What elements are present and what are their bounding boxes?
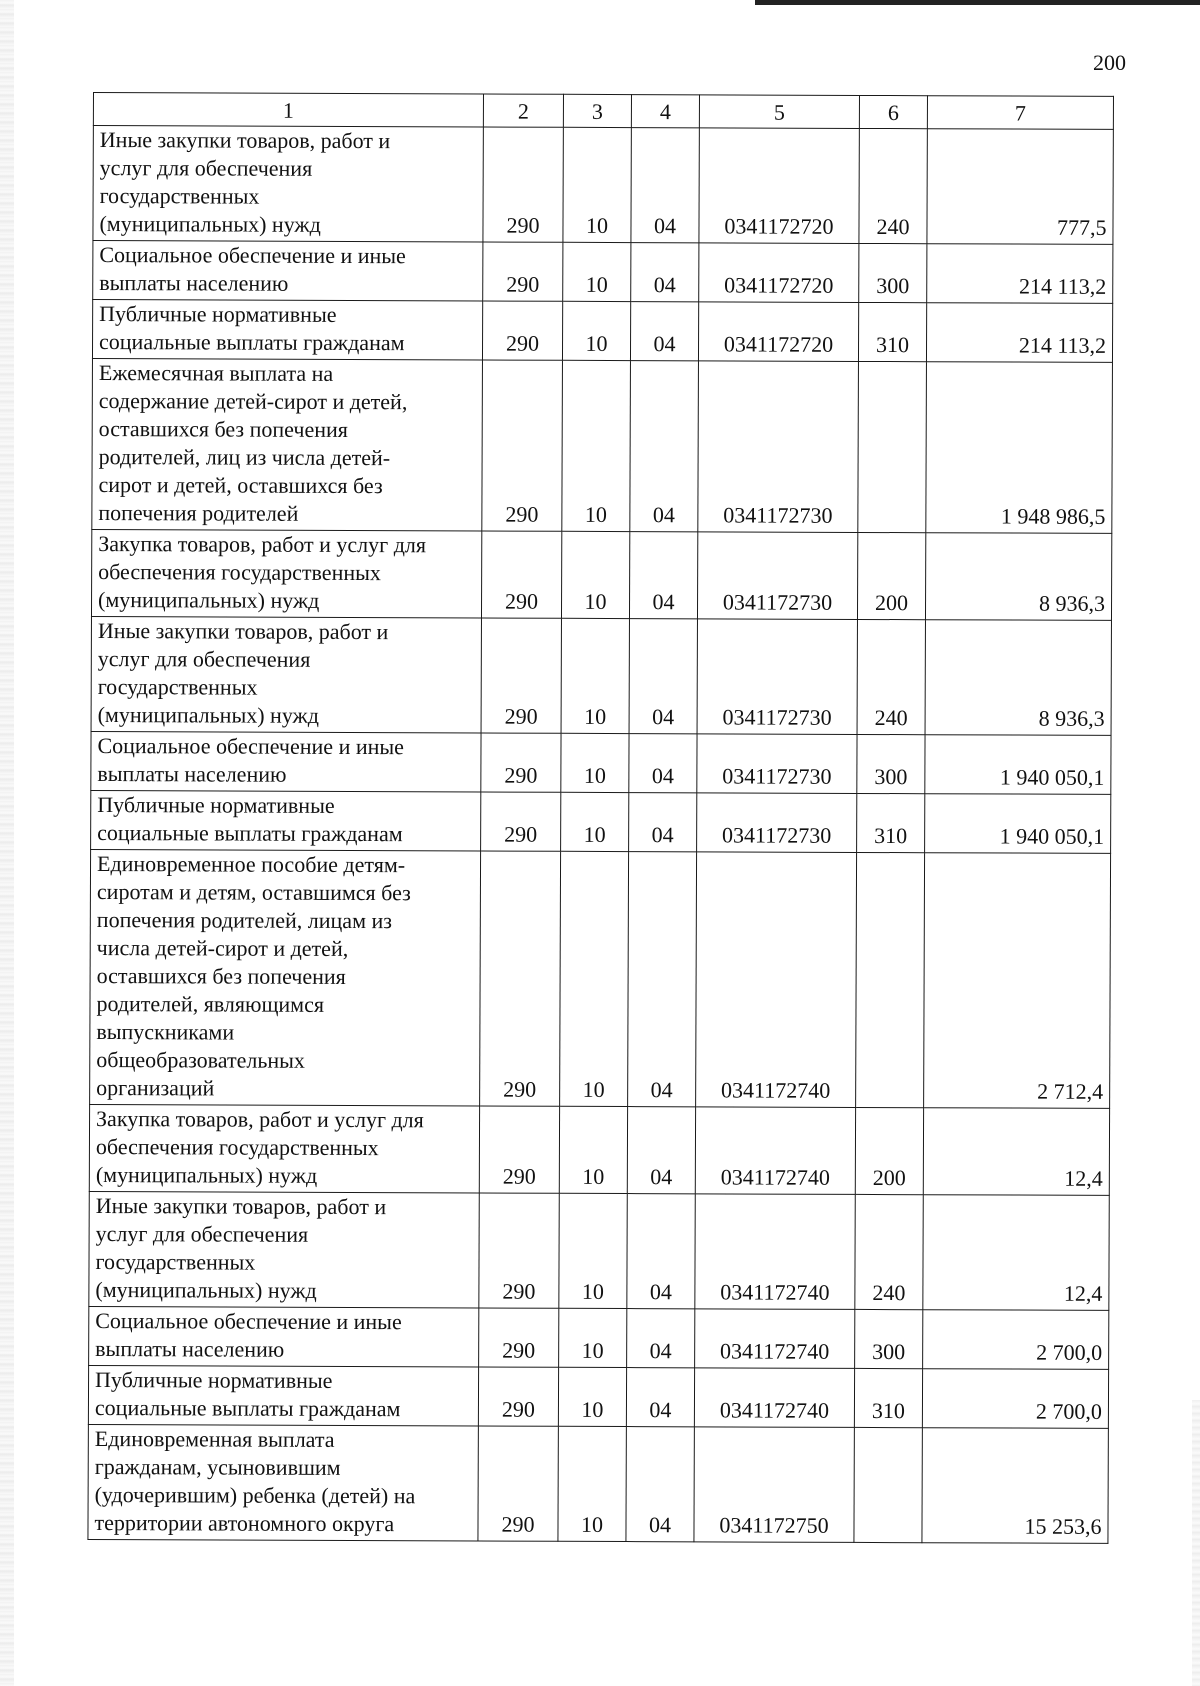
column-header: 3 — [563, 94, 631, 127]
subsection-code: 04 — [626, 1368, 694, 1427]
expense-type-code — [854, 1427, 922, 1542]
target-article-code: 0341172740 — [695, 1194, 855, 1310]
target-article-code: 0341172730 — [697, 532, 857, 620]
subsection-code: 04 — [629, 734, 697, 793]
subsection-code: 04 — [630, 361, 699, 532]
amount: 2 712,4 — [924, 853, 1111, 1109]
section-code: 10 — [561, 792, 629, 851]
expense-type-code: 240 — [859, 128, 927, 243]
amount: 8 936,3 — [925, 533, 1111, 621]
expense-type-code: 310 — [858, 302, 926, 361]
amount: 777,5 — [927, 129, 1113, 245]
table-row — [93, 126, 1113, 245]
amount: 15 253,6 — [922, 1428, 1108, 1544]
target-article-code: 0341172730 — [697, 734, 857, 794]
column-header: 4 — [631, 95, 699, 128]
section-code: 10 — [559, 1193, 627, 1308]
expense-type-code: 240 — [857, 619, 925, 734]
section-code: 10 — [563, 242, 631, 301]
table-row — [91, 731, 1111, 794]
ministry-code: 290 — [478, 1426, 558, 1541]
subsection-code: 04 — [631, 243, 699, 302]
table-row — [89, 1191, 1109, 1310]
target-article-code: 0341172730 — [697, 619, 857, 735]
ministry-code: 290 — [479, 1308, 559, 1367]
amount: 1 940 050,1 — [925, 735, 1111, 795]
expense-type-code: 310 — [854, 1368, 922, 1427]
section-code: 10 — [563, 127, 631, 242]
section-code: 10 — [561, 531, 629, 618]
section-code: 10 — [562, 301, 630, 360]
expense-name: Публичные нормативные социальные выплаты гражданам — [92, 300, 482, 360]
scan-top-bar — [755, 0, 1200, 5]
table-row — [91, 529, 1111, 620]
column-header: 6 — [859, 95, 927, 128]
column-header: 7 — [927, 96, 1113, 130]
section-code: 10 — [558, 1367, 626, 1426]
target-article-code: 0341172740 — [696, 852, 857, 1108]
expense-type-code — [856, 852, 925, 1107]
subsection-code: 04 — [627, 1107, 695, 1194]
table-row — [91, 790, 1111, 853]
expense-type-code: 300 — [857, 734, 925, 793]
amount: 1 948 986,5 — [926, 362, 1113, 534]
expense-name: Ежемесячная выплата на содержание детей-сирот и детей, оставшихся без попечения родителей, лиц из числа детей- сирот и детей, оставшихся без попечения родителей — [92, 358, 483, 530]
expense-name: Публичные нормативные социальные выплаты гражданам — [88, 1365, 478, 1425]
expense-name: Публичные нормативные социальные выплаты гражданам — [91, 790, 481, 850]
expense-type-code: 200 — [857, 532, 925, 619]
amount: 2 700,0 — [923, 1310, 1109, 1370]
amount: 12,4 — [923, 1195, 1109, 1311]
target-article-code: 0341172720 — [698, 302, 858, 362]
amount: 8 936,3 — [925, 620, 1111, 736]
table-row — [88, 1365, 1108, 1428]
expense-name: Закупка товаров, работ и услуг для обеспечения государственных (муниципальных) нужд — [91, 529, 481, 617]
section-code: 10 — [561, 733, 629, 792]
budget-table — [87, 92, 1114, 1544]
table-row — [89, 1104, 1109, 1195]
table-row — [93, 241, 1113, 304]
expense-name: Закупка товаров, работ и услуг для обеспечения государственных (муниципальных) нужд — [89, 1104, 479, 1192]
expense-name: Иные закупки товаров, работ и услуг для обеспечения государственных (муниципальных) нужд — [93, 126, 483, 242]
amount: 214 113,2 — [926, 303, 1112, 363]
ministry-code: 290 — [483, 242, 563, 301]
subsection-code: 04 — [626, 1427, 694, 1542]
target-article-code: 0341172730 — [698, 361, 859, 533]
expense-name: Единовременная выплата гражданам, усыновившим (удочерившим) ребенка (детей) на территории автономного округа — [88, 1424, 478, 1540]
expense-type-code: 300 — [859, 243, 927, 302]
ministry-code: 290 — [481, 531, 561, 618]
section-code: 10 — [561, 618, 629, 733]
section-code: 10 — [562, 360, 631, 531]
ministry-code: 290 — [479, 1193, 559, 1308]
target-article-code: 0341172740 — [694, 1368, 854, 1428]
expense-type-code: 300 — [855, 1309, 923, 1368]
table-row — [91, 616, 1111, 735]
column-header: 1 — [93, 93, 483, 127]
expense-name: Единовременное пособие детям- сиротам и детям, оставшимся без попечения родителей, лицам из числа детей-сирот и детей, оставшихся без попечения родителей, являющимся выпускниками общеобразовательных организаций — [90, 849, 481, 1105]
scan-edge-left — [0, 0, 14, 1686]
scan-edge-right — [1192, 1400, 1200, 1686]
expense-name: Социальное обеспечение и иные выплаты населению — [91, 731, 481, 791]
table-row — [90, 849, 1111, 1108]
subsection-code: 04 — [631, 128, 699, 243]
ministry-code: 290 — [483, 127, 563, 242]
subsection-code: 04 — [628, 852, 697, 1107]
expense-type-code — [858, 361, 927, 532]
expense-name: Социальное обеспечение и иные выплаты населению — [89, 1306, 479, 1366]
amount: 214 113,2 — [927, 244, 1113, 304]
target-article-code: 0341172720 — [699, 243, 859, 303]
target-article-code: 0341172730 — [697, 793, 857, 853]
ministry-code: 290 — [481, 733, 561, 792]
amount: 12,4 — [923, 1108, 1109, 1196]
expense-name: Социальное обеспечение и иные выплаты населению — [93, 241, 483, 301]
section-code: 10 — [558, 1426, 626, 1541]
table-row — [92, 300, 1112, 363]
subsection-code: 04 — [629, 619, 697, 734]
expense-name: Иные закупки товаров, работ и услуг для обеспечения государственных (муниципальных) нужд — [91, 616, 481, 732]
table-row — [88, 1424, 1108, 1543]
amount: 1 940 050,1 — [925, 794, 1111, 854]
table-row — [92, 358, 1113, 533]
ministry-code: 290 — [482, 301, 562, 360]
ministry-code: 290 — [479, 1106, 559, 1193]
subsection-code: 04 — [630, 302, 698, 361]
expense-name: Иные закупки товаров, работ и услуг для обеспечения государственных (муниципальных) нужд — [89, 1191, 479, 1307]
ministry-code: 290 — [478, 1367, 558, 1426]
column-header: 5 — [699, 95, 859, 129]
subsection-code: 04 — [629, 532, 697, 619]
page-number: 200 — [1093, 50, 1126, 75]
section-code: 10 — [559, 1308, 627, 1367]
expense-type-code: 310 — [857, 793, 925, 852]
table-row — [89, 1306, 1109, 1369]
subsection-code: 04 — [627, 1309, 695, 1368]
target-article-code: 0341172740 — [695, 1107, 855, 1195]
target-article-code: 0341172750 — [694, 1427, 854, 1543]
expense-type-code: 200 — [855, 1107, 923, 1194]
section-code: 10 — [560, 851, 629, 1106]
subsection-code: 04 — [629, 793, 697, 852]
expense-type-code: 240 — [855, 1194, 923, 1309]
section-code: 10 — [559, 1106, 627, 1193]
target-article-code: 0341172720 — [699, 128, 859, 244]
ministry-code: 290 — [481, 792, 561, 851]
ministry-code: 290 — [481, 618, 561, 733]
subsection-code: 04 — [627, 1194, 695, 1309]
table-header-row — [93, 93, 1113, 130]
ministry-code: 290 — [482, 360, 563, 531]
amount: 2 700,0 — [922, 1369, 1108, 1429]
column-header: 2 — [483, 94, 563, 127]
ministry-code: 290 — [480, 851, 561, 1106]
target-article-code: 0341172740 — [695, 1309, 855, 1369]
